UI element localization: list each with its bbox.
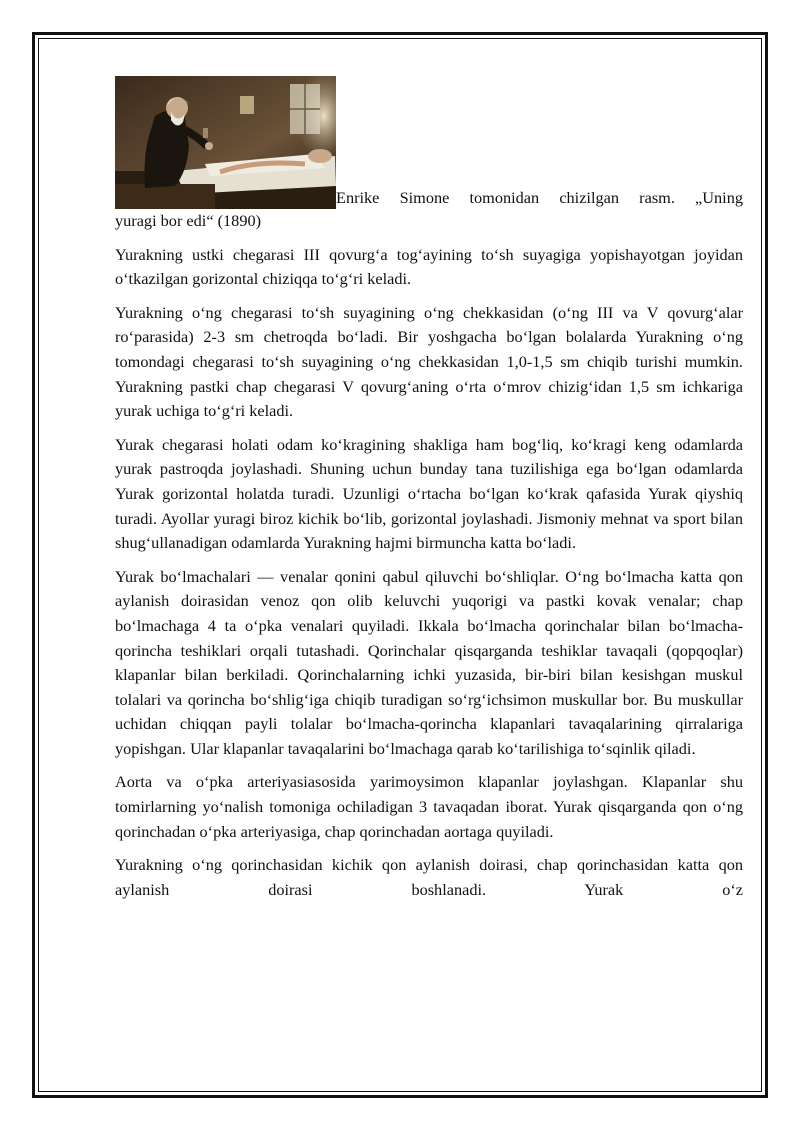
paragraph-right-border: Yurakning o‘ng chegarasi to‘sh suyagining o‘ng chekkasidan (o‘ng III va V qovurg‘alar ro‘parasida) 2-3 sm chetroqda bo‘ladi. Bir yoshgacha bo‘lgan bolalarda Yurakning o‘ng tomondagi chegarasi to‘sh suyagining o‘ng chekkasidan 1,0-1,5 sm chiqib turishi mumkin. Yurakning pastki chap chegarasi V qovurg‘aning o‘rta o‘mrov chizig‘idan 1,5 sm ichkariga yurak uchiga to‘g‘ri keladi. (115, 302, 743, 421)
figure-caption-line1: Enrike Simone tomonidan chizilgan rasm. „Uning (336, 188, 743, 207)
paragraph-valves: Aorta va o‘pka arteriyasiasosida yarimoysimon klapanlar joylashgan. Klapanlar shu tomirlarning yo‘nalish tomoniga ochiladigan 3 tavaqadan iborat. Yurak qisqarganda qon o‘ng qorinchadan o‘pka arteriyasiga, chap qorinchadan aortaga quyiladi. (115, 772, 743, 841)
paragraph-border-position: Yurak chegarasi holati odam ko‘kragining shakliga ham bog‘liq, ko‘kragi keng odamlarda yurak pastroqda joylashadi. Shuning uchun bunday tana tuzilishiga ega bo‘lgan odamlarda Yurak gorizontal holatda turadi. Uzunligi o‘rtacha bo‘lgan ko‘krak qafasida Yurak qiyshiq turadi. Ayollar yuragi biroz kichik bo‘lib, gorizontal joylashadi. Jismoniy mehnat va sport bilan shug‘ullanadigan odamlarda Yurakning hajmi birmuncha katta bo‘ladi. (115, 434, 743, 553)
figure-caption-line2: yuragi bor edi“ (1890) (115, 211, 262, 230)
figure-block (115, 76, 743, 209)
paragraph-upper-border: Yurakning ustki chegarasi III qovurg‘a tog‘ayining to‘sh suyagiga yopishayotgan joyidan o‘tkazilgan gorizontal chiziqqa to‘g‘ri keladi. (115, 244, 743, 289)
paragraph-circulation: Yurakning o‘ng qorinchasidan kichik qon aylanish doirasi, chap qorinchasidan katta qon aylanish doirasi boshlanadi. Yurak o‘z (115, 855, 743, 899)
painting-image (115, 76, 336, 209)
document-body (115, 76, 743, 911)
paragraph-atria: Yurak bo‘lmachalari — venalar qonini qabul qiluvchi bo‘shliqlar. O‘ng bo‘lmacha katta qon aylanish doirasidan venoz qon olib keluvchi yuqorigi va pastki kovak venalar; chap bo‘lmachaga 4 ta o‘pka venalari quyiladi. Ikkala bo‘lmacha qorinchalar bilan bo‘lmacha-qorincha teshiklari orqali tutashadi. Qorinchalar qisqarganda teshiklar tavaqali (qopqoqlar) klapanlar bilan berkiladi. Qorinchalarning ichki yuzasida, bir-biri bilan kesishgan muskul tolalari va qorincha bo‘shlig‘iga chiqib turadigan so‘rg‘ichsimon muskullar bor. Bu muskullar uchidan chiqqan payli tolalar bo‘lmacha-qorincha klapanlari tavaqalarining qirralariga yopishgan. Ular klapanlar tavaqalarini bo‘lmachaga qarab ko‘tarilishiga to‘sqinlik qiladi. (115, 566, 743, 758)
